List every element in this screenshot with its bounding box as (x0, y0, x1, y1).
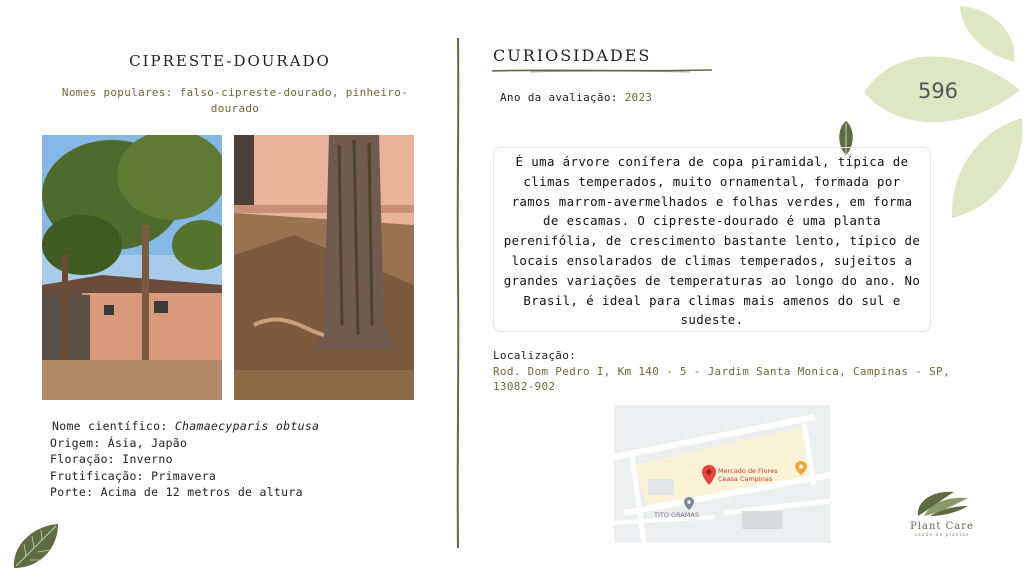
scientific-name-row (50, 418, 319, 435)
title-underline (490, 66, 715, 74)
map-place-line1: Mercado de Flores (718, 467, 778, 475)
column-divider (456, 38, 460, 548)
trunk-photo (234, 135, 414, 400)
map-place-label[interactable] (718, 467, 778, 483)
evaluation-number: 596 (917, 79, 959, 103)
fruiting: Frutificação: Primavera (50, 468, 217, 483)
location-map[interactable] (614, 405, 830, 543)
scientific-name-label: Nome científico: (52, 419, 175, 433)
tree-photo (42, 135, 222, 400)
map-food-icon[interactable] (795, 461, 807, 475)
map-street-pin-icon[interactable] (684, 497, 694, 510)
size: Porte: Acima de 12 metros de altura (50, 485, 303, 499)
map-street-label: TITO GRAMAS (654, 511, 699, 519)
popular-names: Nomes populares: falso-cipreste-dourado, pinheiro-dourado (61, 86, 409, 115)
flowering: Floração: Inverno (50, 452, 173, 466)
map-place-line2: Ceasa Campinas (718, 475, 773, 483)
logo-tagline: saúde de plantas (914, 533, 970, 538)
year-label: Ano da avaliação: (500, 91, 625, 104)
plant-care-logo-icon (914, 488, 970, 520)
map-pin-icon[interactable] (702, 465, 716, 485)
location-address[interactable]: Rod. Dom Pedro I, Km 140 - 5 - Jardim Santa Monica, Campinas - SP, 13082-902 (493, 365, 950, 393)
year-value: 2023 (624, 91, 653, 104)
curiosities-title: CURIOSIDADES (493, 46, 652, 65)
plant-title: CIPRESTE-DOURADO (129, 52, 331, 70)
evaluation-year (500, 91, 652, 104)
scientific-name-value: Chamaecyparis obtusa (174, 419, 320, 433)
plant-details (50, 418, 319, 501)
leaf-corner-icon (8, 520, 62, 572)
description-box: É uma árvore conífera de copa piramidal, típica de climas temperados, muito ornamental, formada por ramos marrom-avermelhados e folhas verdes, em forma de escamas. O cipreste-dourado é uma planta perenifólia, de crescimento bastante lento, típico de locais ensolarados de climas temperados, sujeitos a grandes variações de temperaturas ao longo do ano. No Brasil, é ideal para climas mais amenos do sul e sudeste. (493, 147, 931, 332)
location-label: Localização: (493, 349, 577, 362)
origin: Origem: Ásia, Japão (50, 435, 188, 450)
logo-name: Plant Care (910, 521, 974, 532)
